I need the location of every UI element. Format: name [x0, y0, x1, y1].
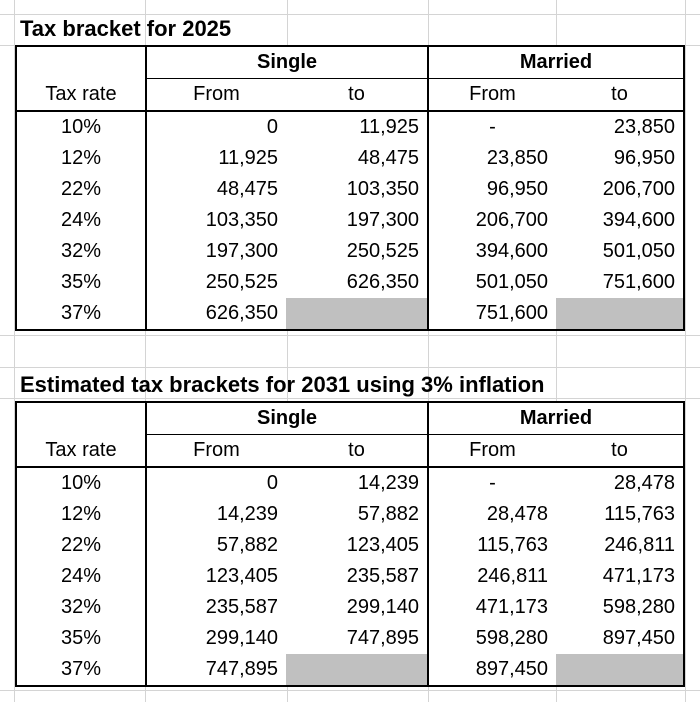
cell-married-from[interactable]: 23,850: [486, 147, 548, 169]
cell-married-from[interactable]: 598,280: [475, 627, 548, 649]
table-row: [16, 298, 684, 330]
cell-married-to[interactable]: 206,700: [602, 178, 675, 200]
cell-single-to[interactable]: 235,587: [286, 561, 428, 592]
table-row: [16, 174, 684, 205]
col-single-from-header[interactable]: From: [193, 83, 240, 105]
group-married-header[interactable]: Married: [428, 46, 684, 79]
cell-single-from[interactable]: 0: [266, 116, 278, 138]
group-married-header[interactable]: Married: [428, 402, 684, 435]
cell-married-to-shaded[interactable]: [556, 298, 684, 330]
table-row: [16, 592, 684, 623]
col-tax-rate-header[interactable]: Tax rate: [16, 79, 146, 112]
cell-married-to[interactable]: 394,600: [602, 209, 675, 231]
table-row: [16, 561, 684, 592]
cell-married-from[interactable]: 751,600: [475, 302, 548, 324]
cell-rate[interactable]: 37%: [16, 298, 146, 330]
group-single-header[interactable]: Single: [146, 402, 428, 435]
cell-single-from[interactable]: 626,350: [205, 302, 278, 324]
cell-single-to[interactable]: 299,140: [286, 592, 428, 623]
table-row: [16, 236, 684, 267]
cell-single-to[interactable]: 197,300: [286, 205, 428, 236]
cell-single-to[interactable]: 48,475: [286, 143, 428, 174]
table-row: [16, 205, 684, 236]
cell-married-to[interactable]: 115,763: [604, 503, 675, 525]
cell-married-to[interactable]: 246,811: [604, 534, 675, 556]
cell-married-to[interactable]: 598,280: [602, 596, 675, 618]
table-body-2031: [16, 467, 684, 686]
col-single-from-header[interactable]: From: [193, 439, 240, 461]
col-tax-rate-header[interactable]: Tax rate: [16, 435, 146, 468]
cell-single-to[interactable]: 123,405: [286, 530, 428, 561]
table-row: [16, 111, 684, 143]
cell-married-from[interactable]: 897,450: [475, 658, 548, 680]
table-row: [16, 499, 684, 530]
cell-single-from[interactable]: 299,140: [205, 627, 278, 649]
cell-rate[interactable]: 24%: [16, 205, 146, 236]
cell-single-to[interactable]: 11,925: [286, 111, 428, 143]
tax-bracket-table-2031: [15, 401, 685, 687]
cell-married-to[interactable]: 897,450: [602, 627, 675, 649]
cell-single-from[interactable]: 197,300: [205, 240, 278, 262]
cell-single-to-shaded[interactable]: [286, 654, 428, 686]
col-married-from-header[interactable]: From: [469, 439, 516, 461]
cell-married-from[interactable]: 206,700: [475, 209, 548, 231]
cell-married-from[interactable]: -: [489, 472, 496, 494]
cell-single-from[interactable]: 11,925: [218, 147, 278, 169]
table-title-2031: Estimated tax brackets for 2031 using 3% inflation: [20, 372, 545, 397]
cell-married-to[interactable]: 471,173: [602, 565, 675, 587]
cell-single-from[interactable]: 0: [266, 472, 278, 494]
cell-rate[interactable]: 10%: [16, 467, 146, 499]
table-row: [16, 267, 684, 298]
cell-single-from[interactable]: 57,882: [216, 534, 278, 556]
cell-married-to[interactable]: 23,850: [613, 116, 675, 138]
cell-rate[interactable]: 35%: [16, 623, 146, 654]
cell-rate[interactable]: 35%: [16, 267, 146, 298]
cell-single-to[interactable]: 14,239: [286, 467, 428, 499]
col-married-to-header[interactable]: to: [611, 83, 628, 105]
cell-single-to[interactable]: 747,895: [286, 623, 428, 654]
cell-married-to[interactable]: 501,050: [602, 240, 675, 262]
cell-married-from[interactable]: 471,173: [475, 596, 548, 618]
cell-single-from[interactable]: 14,239: [216, 503, 278, 525]
cell-single-from[interactable]: 747,895: [205, 658, 278, 680]
cell-rate[interactable]: 10%: [16, 111, 146, 143]
table-row: [16, 467, 684, 499]
cell-married-to[interactable]: 28,478: [613, 472, 675, 494]
cell-married-to-shaded[interactable]: [556, 654, 684, 686]
table-row: [16, 623, 684, 654]
group-single-header[interactable]: Single: [146, 46, 428, 79]
cell-single-from[interactable]: 103,350: [205, 209, 278, 231]
cell-rate[interactable]: 22%: [16, 530, 146, 561]
cell-married-to[interactable]: 96,950: [613, 147, 675, 169]
col-married-to-header[interactable]: to: [611, 439, 628, 461]
cell-married-from[interactable]: 246,811: [477, 565, 548, 587]
cell-rate[interactable]: 32%: [16, 592, 146, 623]
cell-rate[interactable]: 37%: [16, 654, 146, 686]
table-title-2025: Tax bracket for 2025: [20, 16, 232, 41]
cell-single-from[interactable]: 48,475: [216, 178, 278, 200]
cell-married-from[interactable]: 394,600: [475, 240, 548, 262]
cell-single-to[interactable]: 103,350: [286, 174, 428, 205]
cell-single-to[interactable]: 250,525: [286, 236, 428, 267]
col-single-to-header[interactable]: to: [286, 79, 428, 112]
table-row: [16, 143, 684, 174]
cell-married-from[interactable]: 28,478: [486, 503, 548, 525]
table-row: [16, 654, 684, 686]
cell-single-from[interactable]: 235,587: [205, 596, 278, 618]
cell-single-to[interactable]: 57,882: [286, 499, 428, 530]
table-row: [16, 530, 684, 561]
empty-header-cell[interactable]: [16, 46, 146, 79]
cell-single-to-shaded[interactable]: [286, 298, 428, 330]
cell-rate[interactable]: 12%: [16, 499, 146, 530]
cell-married-to[interactable]: 751,600: [602, 271, 675, 293]
cell-rate[interactable]: 24%: [16, 561, 146, 592]
cell-rate[interactable]: 32%: [16, 236, 146, 267]
cell-rate[interactable]: 22%: [16, 174, 146, 205]
empty-header-cell[interactable]: [16, 402, 146, 435]
cell-single-to[interactable]: 626,350: [286, 267, 428, 298]
table-body-2025: [16, 111, 684, 330]
cell-rate[interactable]: 12%: [16, 143, 146, 174]
col-married-from-header[interactable]: From: [469, 83, 516, 105]
cell-married-from[interactable]: 96,950: [486, 178, 548, 200]
cell-married-from[interactable]: 501,050: [475, 271, 548, 293]
col-single-to-header[interactable]: to: [286, 435, 428, 468]
tax-bracket-table-2025: [15, 45, 685, 331]
cell-married-from[interactable]: 115,763: [477, 534, 548, 556]
cell-single-from[interactable]: 250,525: [205, 271, 278, 293]
cell-married-from[interactable]: -: [489, 116, 496, 138]
cell-single-from[interactable]: 123,405: [205, 565, 278, 587]
